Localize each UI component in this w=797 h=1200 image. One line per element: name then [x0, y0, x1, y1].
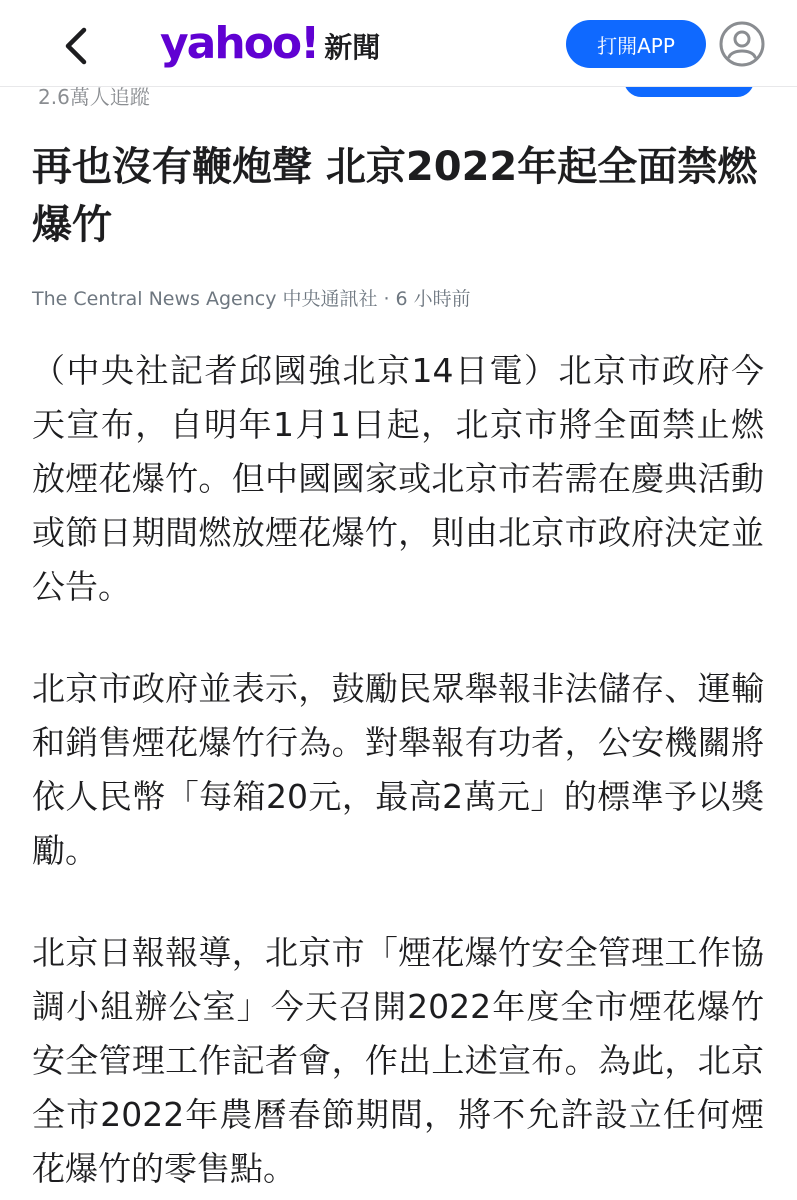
back-button[interactable] — [52, 22, 100, 70]
news-section-label: 新聞 — [324, 31, 381, 64]
yahoo-logo-text: yahoo! — [160, 18, 319, 69]
follower-count: 2.6萬人追蹤 — [38, 86, 150, 109]
article-paragraph: 北京市政府並表示，鼓勵民眾舉報非法儲存、運輸和銷售煙花爆竹行為。對舉報有功者，公安機關將依人民幣「每箱20元，最高2萬元」的標準予以獎勵。 — [32, 669, 764, 870]
follow-strip — [0, 86, 797, 109]
yahoo-news-logo[interactable] — [160, 14, 380, 70]
user-avatar-icon — [718, 20, 766, 68]
profile-button[interactable] — [718, 20, 766, 68]
top-navigation-bar — [0, 0, 797, 86]
chevron-left-icon — [62, 26, 90, 66]
open-app-button[interactable]: 打開APP — [566, 20, 706, 68]
article-title: 再也沒有鞭炮聲 北京2022年起全面禁燃爆竹 — [32, 144, 758, 248]
article-body — [32, 344, 764, 1200]
follow-button[interactable] — [624, 86, 754, 97]
byline-separator: · — [383, 288, 390, 310]
article-source[interactable]: The Central News Agency 中央通訊社 — [32, 288, 378, 310]
article-paragraph: （中央社記者邱國強北京14日電）北京市政府今天宣布，自明年1月1日起，北京市將全面禁止燃放煙花爆竹。但中國國家或北京市若需在慶典活動或節日期間燃放煙花爆竹，則由北京市政府決定並公告。 — [32, 351, 764, 606]
article-byline — [32, 284, 772, 311]
article-timestamp: 6 小時前 — [395, 288, 471, 310]
article-paragraph: 北京日報報導，北京市「煙花爆竹安全管理工作協調小組辦公室」今天召開2022年度全市煙花爆竹安全管理工作記者會，作出上述宣布。為此，北京全市2022年農曆春節期間，將不允許設立任何煙花爆竹的零售點。 — [32, 933, 764, 1188]
